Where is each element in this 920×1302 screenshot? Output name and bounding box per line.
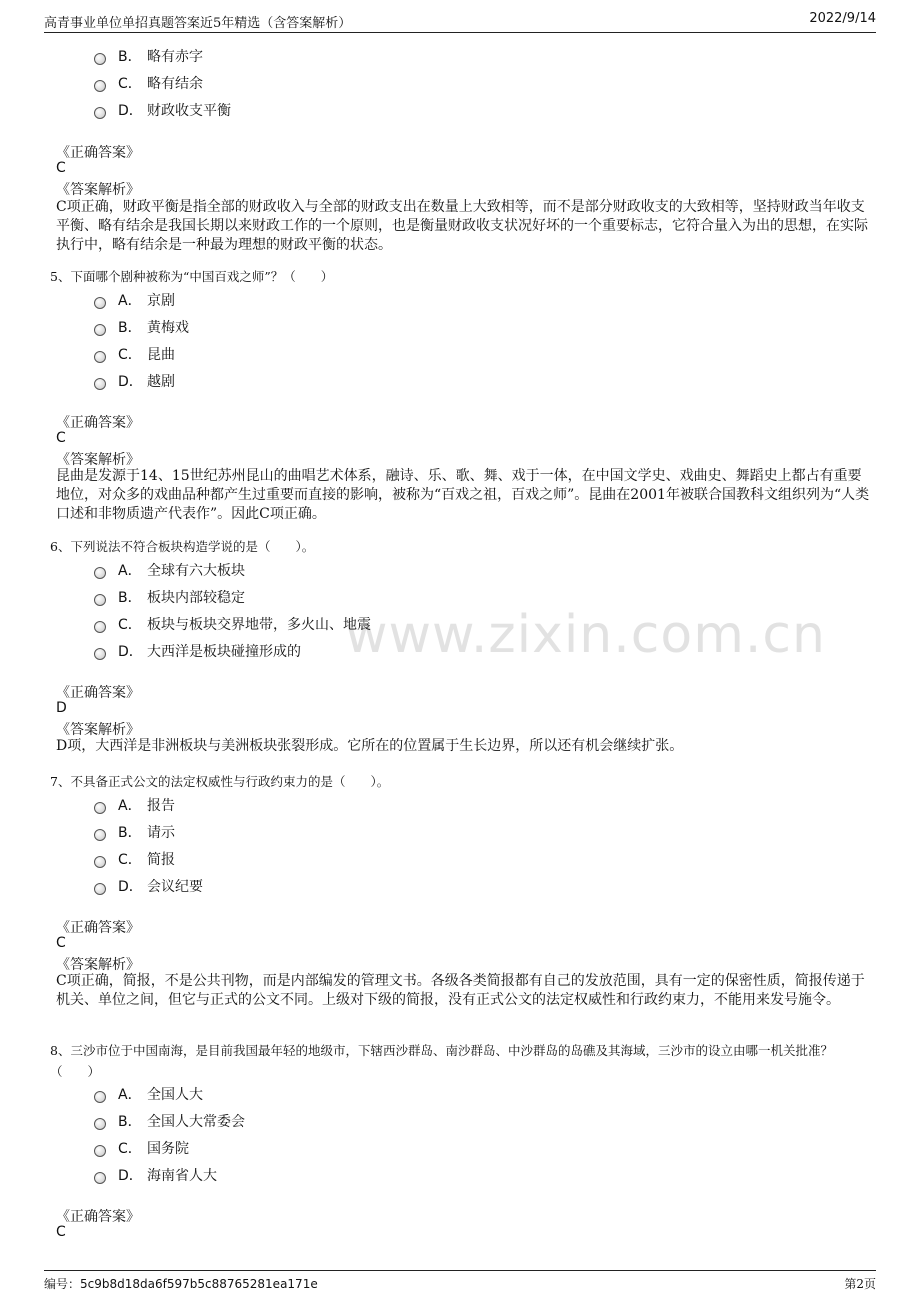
radio-icon[interactable] bbox=[94, 856, 106, 868]
option-a[interactable]: A． 全球有六大板块 bbox=[94, 560, 245, 580]
option-b[interactable]: B． 板块内部较稳定 bbox=[94, 587, 245, 607]
radio-icon[interactable] bbox=[94, 621, 106, 633]
page-footer bbox=[44, 1270, 876, 1295]
option-d[interactable]: D． 财政收支平衡 bbox=[94, 100, 231, 120]
radio-icon[interactable] bbox=[94, 1091, 106, 1103]
analysis-label: 《答案解析》 bbox=[56, 957, 140, 973]
analysis-text: C项正确，财政平衡是指全部的财政收入与全部的财政支出在数量上大致相等，而不是部分财政收支的大致相等，坚持财政当年收支平衡、略有结余是我国长期以来财政工作的一个原则，也是衡量财政收支状况好坏的一个重要标志，它符合量入为出的思想，在实际执行中，略有结余是一种最为理想的财政平衡的状态。 bbox=[56, 199, 868, 253]
option-a[interactable]: A． 报告 bbox=[94, 795, 175, 815]
correct-answer: C bbox=[56, 160, 66, 176]
radio-icon[interactable] bbox=[94, 648, 106, 660]
analysis-label: 《答案解析》 bbox=[56, 722, 140, 738]
radio-icon[interactable] bbox=[94, 324, 106, 336]
option-d[interactable]: D． 会议纪要 bbox=[94, 876, 203, 896]
correct-answer: C bbox=[56, 935, 66, 951]
radio-icon[interactable] bbox=[94, 883, 106, 895]
option-c[interactable]: C． 国务院 bbox=[94, 1138, 189, 1158]
option-b[interactable]: B． 略有赤字 bbox=[94, 46, 203, 66]
radio-icon[interactable] bbox=[94, 107, 106, 119]
option-b[interactable]: B． 全国人大常委会 bbox=[94, 1111, 245, 1131]
document-date: 2022/9/14 bbox=[809, 11, 876, 26]
correct-answer-label: 《正确答案》 bbox=[56, 1209, 140, 1225]
radio-icon[interactable] bbox=[94, 802, 106, 814]
radio-icon[interactable] bbox=[94, 594, 106, 606]
option-c[interactable]: C． 简报 bbox=[94, 849, 175, 869]
question-7: 7、不具备正式公文的法定权威性与行政约束力的是（ ）。 bbox=[50, 774, 390, 789]
radio-icon[interactable] bbox=[94, 53, 106, 65]
question-8: 8、三沙市位于中国南海，是目前我国最年轻的地级市，下辖西沙群岛、南沙群岛、中沙群岛的岛礁及其海域，三沙市的设立由哪一机关批准？（ ） bbox=[50, 1043, 833, 1079]
radio-icon[interactable] bbox=[94, 1118, 106, 1130]
radio-icon[interactable] bbox=[94, 829, 106, 841]
document-code: 编号：5c9b8d18da6f597b5c88765281ea171e bbox=[44, 1277, 318, 1291]
watermark: www.zixin.com.cn bbox=[345, 605, 826, 665]
radio-icon[interactable] bbox=[94, 351, 106, 363]
analysis-text: D项，大西洋是非洲板块与美洲板块张裂形成。它所在的位置属于生长边界，所以还有机会继续扩张。 bbox=[56, 738, 684, 754]
document-title: 高青事业单位单招真题答案近5年精选（含答案解析） bbox=[44, 16, 352, 31]
option-d[interactable]: D． 大西洋是板块碰撞形成的 bbox=[94, 641, 301, 661]
radio-icon[interactable] bbox=[94, 1145, 106, 1157]
radio-icon[interactable] bbox=[94, 80, 106, 92]
option-a[interactable]: A． 全国人大 bbox=[94, 1084, 203, 1104]
correct-answer-label: 《正确答案》 bbox=[56, 415, 140, 431]
radio-icon[interactable] bbox=[94, 297, 106, 309]
analysis-label: 《答案解析》 bbox=[56, 452, 140, 468]
option-c[interactable]: C． 板块与板块交界地带，多火山、地震 bbox=[94, 614, 371, 634]
analysis-text: C项正确，简报，不是公共刊物，而是内部编发的管理文书。各级各类简报都有自己的发放范围，具有一定的保密性质，简报传递于机关、单位之间，但它与正式的公文不同。上级对下级的简报，没有正式公文的法定权威性和行政约束力，不能用来发号施令。 bbox=[56, 973, 865, 1008]
analysis-text: 昆曲是发源于14、15世纪苏州昆山的曲唱艺术体系，融诗、乐、歌、舞、戏于一体，在中国文学史、戏曲史、舞蹈史上都占有重要地位，对众多的戏曲品种都产生过重要而直接的影响，被称为“百戏之祖，百戏之师”。昆曲在2001年被联合国教科文组织列为“人类口述和非物质遗产代表作”。因此C项正确。 bbox=[56, 468, 870, 522]
correct-answer-label: 《正确答案》 bbox=[56, 145, 140, 161]
option-d[interactable]: D． 海南省人大 bbox=[94, 1165, 217, 1185]
option-c[interactable]: C． 略有结余 bbox=[94, 73, 203, 93]
option-b[interactable]: B． 黄梅戏 bbox=[94, 317, 189, 337]
correct-answer: D bbox=[56, 700, 67, 716]
analysis-label: 《答案解析》 bbox=[56, 182, 140, 198]
page-header bbox=[44, 8, 876, 33]
radio-icon[interactable] bbox=[94, 378, 106, 390]
correct-answer: C bbox=[56, 430, 66, 446]
correct-answer-label: 《正确答案》 bbox=[56, 685, 140, 701]
radio-icon[interactable] bbox=[94, 1172, 106, 1184]
option-a[interactable]: A． 京剧 bbox=[94, 290, 175, 310]
page-number: 第2页 bbox=[844, 1277, 876, 1291]
correct-answer-label: 《正确答案》 bbox=[56, 920, 140, 936]
correct-answer: C bbox=[56, 1224, 66, 1240]
option-c[interactable]: C． 昆曲 bbox=[94, 344, 175, 364]
option-b[interactable]: B． 请示 bbox=[94, 822, 175, 842]
option-d[interactable]: D． 越剧 bbox=[94, 371, 175, 391]
question-6: 6、下列说法不符合板块构造学说的是（ ）。 bbox=[50, 539, 315, 554]
question-5: 5、下面哪个剧种被称为“中国百戏之师”？（ ） bbox=[50, 269, 334, 284]
radio-icon[interactable] bbox=[94, 567, 106, 579]
